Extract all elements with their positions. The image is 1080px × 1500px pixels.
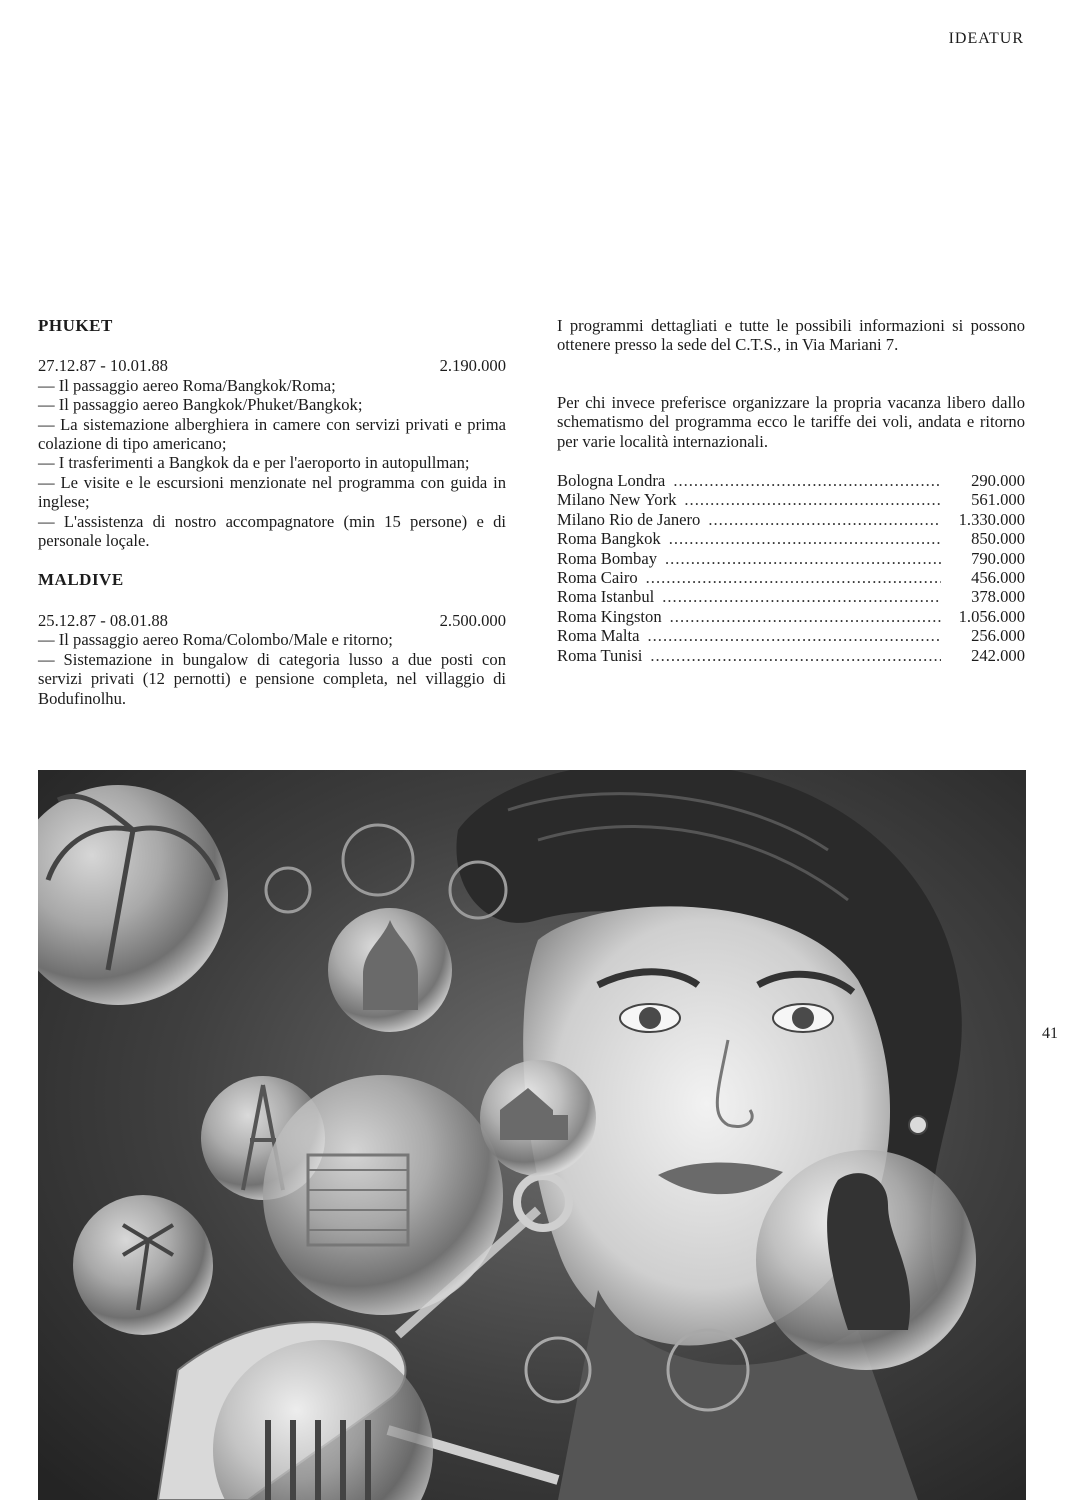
fare-route: Roma Tunisi xyxy=(557,645,643,665)
leader-dots xyxy=(673,471,941,490)
fare-price: 242.000 xyxy=(971,645,1025,665)
left-column xyxy=(38,316,506,708)
fare-row xyxy=(557,626,1025,645)
fare-row xyxy=(557,549,1025,568)
fare-row xyxy=(557,490,1025,509)
maldive-item: — Il passaggio aereo Roma/Colombo/Male e ritorno; xyxy=(38,630,393,650)
fare-route: Roma Bombay xyxy=(557,548,658,568)
fare-row xyxy=(557,471,1025,490)
maldive-price: 2.500.000 xyxy=(439,610,506,630)
fare-row xyxy=(557,510,1025,529)
right-column xyxy=(557,316,1025,665)
maldive-date-line xyxy=(38,611,506,630)
leader-dots xyxy=(646,568,941,587)
fare-price: 1.056.000 xyxy=(958,606,1025,626)
fare-row xyxy=(557,529,1025,548)
maldive-heading: MALDIVE xyxy=(38,570,124,590)
maldive-item: — Sistemazione in bungalow di categoria lusso a due posti con servizi privati (12 pernotti) e pensione completa, nel villaggio di Bodufinolhu. xyxy=(38,649,506,708)
phuket-item: — L'assistenza di nostro accompagnatore (min 15 persone) e di personale loçale. xyxy=(38,511,506,551)
phuket-item: — Le visite e le escursioni menzionate nel programma con guida in inglese; xyxy=(38,472,506,512)
fare-route: Milano Rio de Janero xyxy=(557,509,701,529)
fare-row xyxy=(557,646,1025,665)
phuket-section xyxy=(38,316,506,550)
running-head: IDEATUR xyxy=(948,30,1024,47)
bubble-woman-illustration xyxy=(38,770,1026,1500)
leader-dots xyxy=(650,646,941,665)
fare-price: 1.330.000 xyxy=(958,509,1025,529)
phuket-item: — La sistemazione alberghiera in camere con servizi privati e prima colazione di tipo americano; xyxy=(38,414,506,454)
leader-dots xyxy=(670,607,941,626)
fare-row xyxy=(557,587,1025,606)
fare-row xyxy=(557,568,1025,587)
fare-route: Roma Bangkok xyxy=(557,529,661,549)
maldive-section xyxy=(38,570,506,707)
fare-price: 790.000 xyxy=(971,548,1025,568)
phuket-price: 2.190.000 xyxy=(439,356,506,376)
leader-dots xyxy=(662,587,941,606)
fares-intro-paragraph: Per chi invece preferisce organizzare la propria vacanza libero dallo schematismo del programma ecco le tariffe dei voli, andata e ritorno per varie località internazionali. xyxy=(557,392,1025,451)
phuket-date-line xyxy=(38,356,506,375)
illustration-drawing xyxy=(38,770,1026,1500)
maldive-dates: 25.12.87 - 08.01.88 xyxy=(38,610,168,630)
leader-dots xyxy=(684,490,941,509)
fare-price: 561.000 xyxy=(971,490,1025,510)
fare-price: 256.000 xyxy=(971,626,1025,646)
phuket-dates: 27.12.87 - 10.01.88 xyxy=(38,356,168,376)
leader-dots xyxy=(665,549,941,568)
fare-route: Roma Istanbul xyxy=(557,587,655,607)
phuket-item: — Il passaggio aereo Roma/Bangkok/Roma; xyxy=(38,375,336,395)
fare-route: Roma Kingston xyxy=(557,606,662,626)
bubble-temple xyxy=(263,1075,503,1315)
fare-route: Roma Malta xyxy=(557,626,640,646)
fare-route: Milano New York xyxy=(557,490,677,510)
leader-dots xyxy=(669,529,941,548)
fare-row xyxy=(557,607,1025,626)
leader-dots xyxy=(708,510,941,529)
phuket-item: — Il passaggio aereo Bangkok/Phuket/Bangkok; xyxy=(38,395,363,415)
fare-price: 378.000 xyxy=(971,587,1025,607)
phuket-item: — I trasferimenti a Bangkok da e per l'aeroporto in autopullman; xyxy=(38,453,470,473)
leader-dots xyxy=(648,626,942,645)
fare-route: Roma Cairo xyxy=(557,568,638,588)
phuket-heading: PHUKET xyxy=(38,316,113,335)
fare-route: Bologna Londra xyxy=(557,471,666,491)
fare-price: 290.000 xyxy=(971,471,1025,491)
fare-price: 850.000 xyxy=(971,529,1025,549)
fare-price: 456.000 xyxy=(971,568,1025,588)
info-paragraph: I programmi dettagliati e tutte le possibili informazioni si possono ottenere presso la sede del C.T.S., in Via Mariani 7. xyxy=(557,316,1025,355)
page-number: 41 xyxy=(1042,1025,1058,1042)
fares-table xyxy=(557,471,1025,665)
